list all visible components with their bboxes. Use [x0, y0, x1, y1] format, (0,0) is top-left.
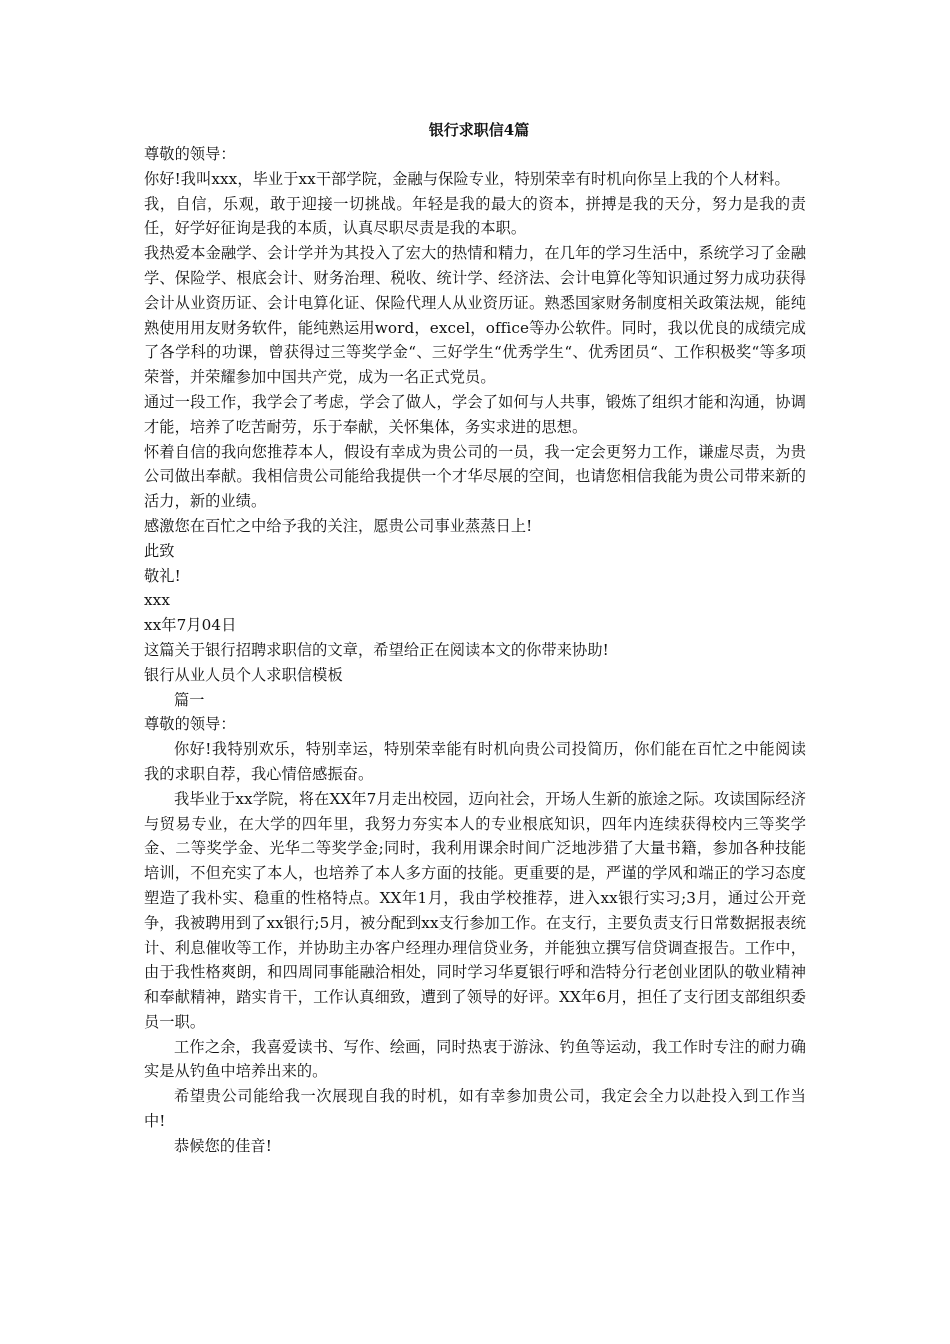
document-paragraph: 敬礼! — [144, 566, 181, 585]
document-paragraph: 你好!我特别欢乐，特别幸运，特别荣幸能有时机向贵公司投简历，你们能在百忙之中能阅读我的求职自荐，我心情倍感振奋。 — [144, 740, 806, 783]
document-paragraph: 你好!我叫xxx，毕业于xx干部学院，金融与保险专业，特别荣幸有时机向你呈上我的个人材料。 — [144, 169, 790, 188]
document-paragraph: 我热爱本金融学、会计学并为其投入了宏大的热情和精力，在几年的学习生活中，系统学习了金融学、保险学、根底会计、财务治理、税收、统计学、经济法、会计电算化等知识通过努力成功获得会计从业资历证、会计电算化证、保险代理人从业资历证。熟悉国家财务制度相关政策法规，能纯熟使用用友财务软件，能纯熟运用word，excel，office等办公软件。同时，我以优良的成绩完成了各学科的功课，曾获得过三等奖学金“、三好学生“优秀学生“、优秀团员“、工作积极奖“等多项荣誉，并荣耀参加中国共产党，成为一名正式党员。 — [144, 244, 806, 387]
document-paragraph: xxx — [144, 591, 170, 610]
document-paragraph: 银行从业人员个人求职信模板 — [144, 665, 343, 684]
document-paragraph: 怀着自信的我向您推荐本人，假设有幸成为贵公司的一员，我一定会更努力工作，谦虚尽责，为贵公司做出奉献。我相信贵公司能给我提供一个才华尽展的空间，也请您相信我能为贵公司带来新的活力，新的业绩。 — [144, 442, 806, 511]
document-paragraph: 尊敬的领导： — [144, 145, 236, 163]
document-paragraph: 感激您在百忙之中给予我的关注，愿贵公司事业蒸蒸日上! — [144, 516, 533, 535]
document-paragraph: 篇一 — [174, 690, 205, 709]
document-paragraph: 此致 — [144, 541, 175, 560]
document-paragraph: 通过一段工作，我学会了考虑，学会了做人，学会了如何与人共事，锻炼了组织才能和沟通，协调才能，培养了吃苦耐劳，乐于奉献，关怀集体，务实求进的思想。 — [144, 392, 806, 436]
document-title: 银行求职信4篇 — [428, 121, 530, 139]
document-paragraph: xx年7月04日 — [144, 616, 237, 635]
document-page — [144, 118, 806, 1159]
document-body — [144, 142, 806, 1159]
document-paragraph: 这篇关于银行招聘求职信的文章，希望给正在阅读本文的你带来协助! — [144, 640, 609, 659]
document-paragraph: 希望贵公司能给我一次展现自我的时机，如有幸参加贵公司，我定会全力以赴投入到工作当中! — [144, 1087, 806, 1131]
document-paragraph: 我毕业于xx学院，将在XX年7月走出校园，迈向社会，开场人生新的旅途之际。攻读国际经济与贸易专业，在大学的四年里，我努力夯实本人的专业根底知识，四年内连续获得校内三等奖学金、二等奖学金、光华二等奖学金;同时，我利用课余时间广泛地涉猎了大量书籍，参加各种技能培训，不但充实了本人，也培养了本人多方面的技能。更重要的是，严谨的学风和端正的学习态度塑造了我朴实、稳重的性格特点。XX年1月，我由学校推荐，进入xx银行实习;3月，通过公开竞争，我被聘用到了xx银行;5月，被分配到xx支行参加工作。在支行，主要负责支行日常数据报表统计、利息催收等工作，并协助主办客户经理办理信贷业务，并能独立撰写信贷调查报告。工作中，由于我性格爽朗，和四周同事能融洽相处，同时学习华夏银行呼和浩特分行老创业团队的敬业精神和奉献精神，踏实肯干，工作认真细致，遭到了领导的好评。XX年6月，担任了支行团支部组织委员一职。 — [144, 789, 806, 1031]
document-paragraph: 尊敬的领导： — [144, 715, 236, 734]
document-paragraph: 工作之余，我喜爱读书、写作、绘画，同时热衷于游泳、钓鱼等运动，我工作时专注的耐力确实是从钓鱼中培养出来的。 — [144, 1037, 806, 1081]
document-paragraph: 我，自信，乐观，敢于迎接一切挑战。年轻是我的最大的资本，拼搏是我的天分，努力是我的责任，好学好征询是我的本质，认真尽职尽责是我的本职。 — [144, 194, 806, 238]
document-paragraph: 恭候您的佳音! — [174, 1136, 272, 1155]
